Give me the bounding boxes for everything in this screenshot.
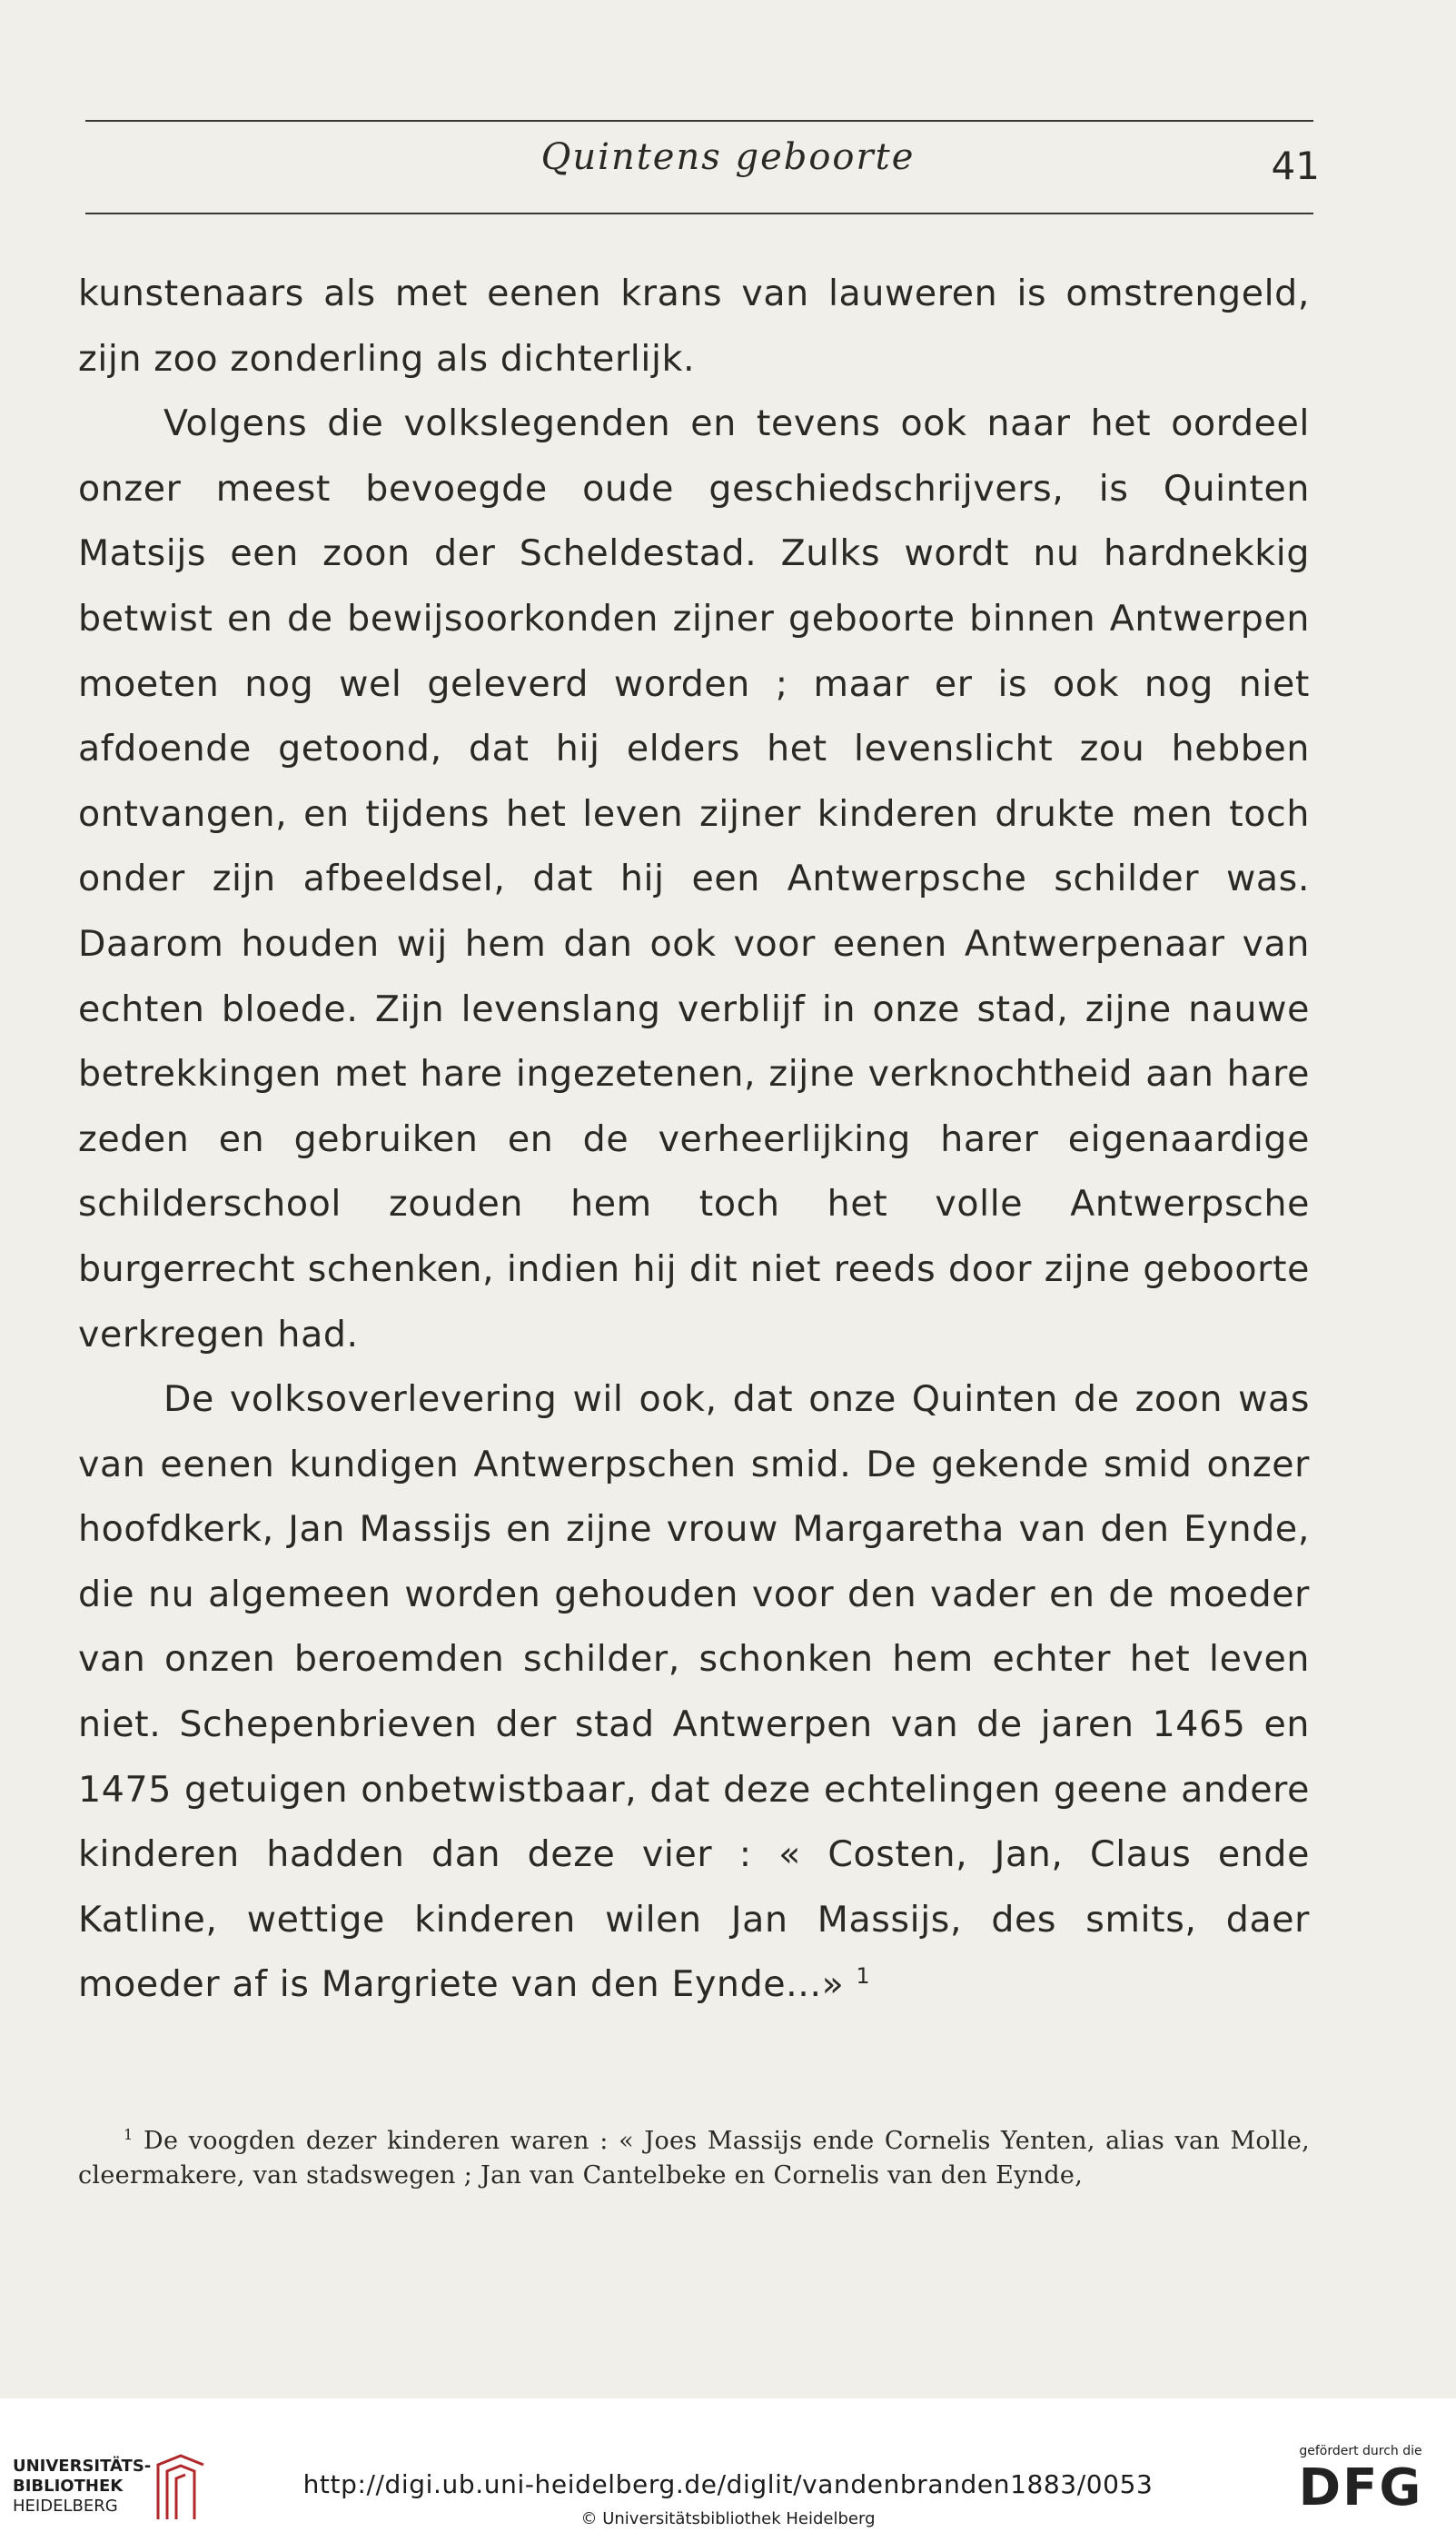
footnote (78, 2124, 1310, 2193)
library-name-line-3: HEIDELBERG (13, 2497, 118, 2516)
header-rule-top (85, 120, 1313, 122)
body-text (78, 262, 1310, 2018)
footnote-marker: 1 (124, 2126, 134, 2143)
permalink-url[interactable]: http://digi.ub.uni-heidelberg.de/diglit/vandenbranden1883/0053 (302, 2469, 1154, 2499)
page-number: 41 (1271, 144, 1320, 188)
library-name-line-2: BIBLIOTHEK (13, 2477, 124, 2496)
paragraph-1: kunstenaars als met eenen krans van lauweren is omstrengeld, zijn zoo zonderling als dichterlijk. (78, 273, 1310, 380)
footnote-text: De voogden dezer kinderen waren : « Joes Massijs ende Cornelis Yenten, alias van Molle, cleermakere, van stadswegen ; Jan van Cantelbeke en Cornelis van den Eynde, (78, 2127, 1310, 2189)
footnote-reference[interactable]: 1 (856, 1963, 871, 1990)
paragraph-2: Volgens die volkslegenden en tevens ook naar het oordeel onzer meest bevoegde oude geschiedschrijvers, is Quinten Matsijs een zoon der Scheldestad. Zulks wordt nu hardnekkig betwist en de bewijsoorkonden zijner geboorte binnen Antwerpen moeten nog wel geleverd worden ; maar er is ook nog niet afdoende getoond, dat hij elders het levenslicht zou hebben ontvangen, en tijdens het leven zijner kinderen drukte men toch onder zijn afbeeldsel, dat hij een Antwerpsche schilder was. Daarom houden wij hem dan ook voor eenen Antwerpenaar van echten bloede. Zijn levenslang verblijf in onze stad, zijne nauwe betrekkingen met hare ingezetenen, zijne verknochtheid aan hare zeden en gebruiken en de verheerlijking harer eigenaardige schilderschool zouden hem toch het volle Antwerpsche burgerrecht schenken, indien hij dit niet reeds door zijne geboorte verkregen had. (78, 402, 1310, 1355)
library-name-line-1: UNIVERSITÄTS- (13, 2457, 152, 2476)
copyright-notice: © Universitätsbibliothek Heidelberg (580, 2509, 876, 2528)
funded-by-label: gefördert durch die (1299, 2444, 1422, 2458)
running-title: Quintens geboorte (540, 136, 916, 178)
dfg-logo[interactable] (1293, 2444, 1429, 2518)
library-footer (0, 2398, 1456, 2542)
paragraph-3 (78, 1367, 1310, 2018)
paragraph-3-text: De volksoverlevering wil ook, dat onze Quinten de zoon was van eenen kundigen Antwerpschen smid. De gekende smid onzer hoofdkerk, Jan Massijs en zijne vrouw Margaretha van den Eynde, die nu algemeen worden gehouden voor den vader en de moeder van onzen beroemden schilder, schonken hem echter het leven niet. Schepenbrieven der stad Antwerpen van de jaren 1465 en 1475 getuigen onbetwistbaar, dat deze echtelingen geene andere kinderen hadden dan deze vier : « Costen, Jan, Claus ende Katline, wettige kinderen wilen Jan Massijs, des smits, daer moeder af is Margriete van den Eynde...» (78, 1378, 1310, 2006)
header-rule-bottom (85, 213, 1313, 214)
dfg-wordmark: DFG (1298, 2458, 1423, 2517)
